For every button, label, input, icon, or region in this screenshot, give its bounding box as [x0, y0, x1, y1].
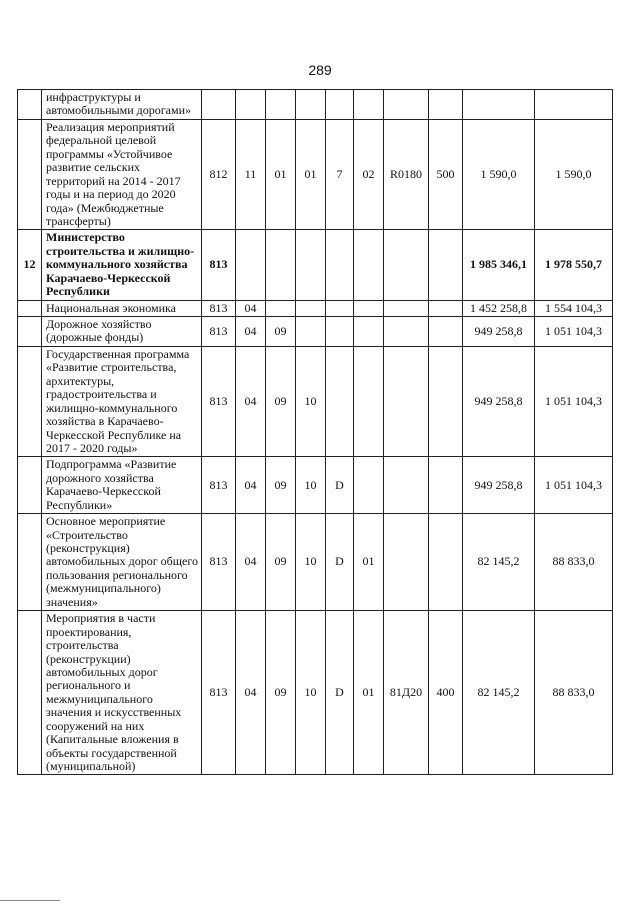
main-event-cell	[354, 300, 384, 316]
subsection-cell	[266, 300, 296, 316]
table-row	[18, 90, 613, 120]
table-body	[18, 90, 613, 775]
expense-type-cell	[429, 230, 463, 300]
row-name-cell: Национальная экономика	[42, 300, 202, 316]
row-name-cell: инфраструктуры и автомобильными дорогами»	[42, 90, 202, 120]
section-cell: 04	[236, 457, 266, 514]
expense-type-cell: 400	[429, 611, 463, 775]
table-row	[18, 317, 613, 347]
subsection-cell	[266, 230, 296, 300]
section-cell: 04	[236, 300, 266, 316]
row-name-cell: Реализация мероприятий федеральной целевой программы «Устойчивое развитие сельских территорий на 2014 - 2017 годы и на период до 2020 года» (Межбюджетные трансферты)	[42, 119, 202, 230]
main-event-cell	[354, 457, 384, 514]
direction-cell	[384, 514, 429, 611]
table-row	[18, 230, 613, 300]
table-row	[18, 457, 613, 514]
direction-cell	[384, 457, 429, 514]
subsection-cell	[266, 90, 296, 120]
amount-2020-cell: 88 833,0	[535, 611, 613, 775]
admin-code-cell: 813	[202, 230, 236, 300]
row-number-cell: 12	[18, 230, 42, 300]
table-row	[18, 119, 613, 230]
direction-cell	[384, 317, 429, 347]
admin-code-cell: 813	[202, 346, 236, 457]
admin-code-cell: 813	[202, 514, 236, 611]
main-event-cell	[354, 90, 384, 120]
section-cell: 04	[236, 317, 266, 347]
program-cell: 10	[296, 514, 326, 611]
subprogram-cell	[326, 300, 354, 316]
table-row	[18, 300, 613, 316]
subsection-cell: 09	[266, 514, 296, 611]
program-cell	[296, 300, 326, 316]
direction-cell	[384, 346, 429, 457]
table-row	[18, 514, 613, 611]
amount-2020-cell: 1 051 104,3	[535, 346, 613, 457]
expense-type-cell: 500	[429, 119, 463, 230]
subsection-cell: 09	[266, 346, 296, 457]
main-event-cell: 02	[354, 119, 384, 230]
amount-2019-cell	[463, 90, 535, 120]
table-row	[18, 346, 613, 457]
amount-2019-cell: 949 258,8	[463, 317, 535, 347]
subsection-cell: 09	[266, 611, 296, 775]
page-number: 289	[308, 62, 332, 78]
row-number-cell	[18, 611, 42, 775]
program-cell: 10	[296, 457, 326, 514]
row-name-cell: Основное мероприятие «Строительство (реконструкция) автомобильных дорог общего пользования регионального (межмуниципального) значения»	[42, 514, 202, 611]
section-cell	[236, 230, 266, 300]
row-name-cell: Подпрограмма «Развитие дорожного хозяйства Карачаево-Черкесской Республики»	[42, 457, 202, 514]
program-cell: 10	[296, 346, 326, 457]
expense-type-cell	[429, 300, 463, 316]
amount-2020-cell: 1 554 104,3	[535, 300, 613, 316]
admin-code-cell	[202, 90, 236, 120]
program-cell	[296, 317, 326, 347]
main-event-cell: 01	[354, 611, 384, 775]
amount-2020-cell: 1 590,0	[535, 119, 613, 230]
subprogram-cell: D	[326, 457, 354, 514]
section-cell: 11	[236, 119, 266, 230]
program-cell	[296, 230, 326, 300]
amount-2019-cell: 82 145,2	[463, 611, 535, 775]
amount-2019-cell: 1 452 258,8	[463, 300, 535, 316]
row-number-cell	[18, 317, 42, 347]
admin-code-cell: 813	[202, 317, 236, 347]
row-name-cell: Государственная программа «Развитие строительства, архитектуры, градостроительства и жилищно-коммунального хозяйства в Карачаево-Черкесской Республике на 2017 - 2020 годы»	[42, 346, 202, 457]
expense-type-cell	[429, 317, 463, 347]
admin-code-cell: 813	[202, 457, 236, 514]
direction-cell	[384, 300, 429, 316]
subprogram-cell	[326, 230, 354, 300]
expense-type-cell	[429, 457, 463, 514]
table-row	[18, 611, 613, 775]
amount-2020-cell	[535, 90, 613, 120]
section-cell: 04	[236, 514, 266, 611]
subsection-cell: 09	[266, 457, 296, 514]
amount-2019-cell: 1 985 346,1	[463, 230, 535, 300]
main-event-cell	[354, 230, 384, 300]
row-name-cell: Министерство строительства и жилищно-коммунального хозяйства Карачаево-Черкесской Республики	[42, 230, 202, 300]
program-cell	[296, 90, 326, 120]
expense-type-cell	[429, 346, 463, 457]
main-event-cell	[354, 346, 384, 457]
direction-cell: 81Д20	[384, 611, 429, 775]
direction-cell: R0180	[384, 119, 429, 230]
main-event-cell: 01	[354, 514, 384, 611]
amount-2020-cell: 88 833,0	[535, 514, 613, 611]
direction-cell	[384, 90, 429, 120]
row-number-cell	[18, 514, 42, 611]
main-event-cell	[354, 317, 384, 347]
subprogram-cell	[326, 317, 354, 347]
expense-type-cell	[429, 514, 463, 611]
admin-code-cell: 813	[202, 611, 236, 775]
subprogram-cell: D	[326, 514, 354, 611]
expense-type-cell	[429, 90, 463, 120]
row-number-cell	[18, 119, 42, 230]
direction-cell	[384, 230, 429, 300]
subprogram-cell	[326, 90, 354, 120]
subprogram-cell	[326, 346, 354, 457]
amount-2019-cell: 1 590,0	[463, 119, 535, 230]
row-number-cell	[18, 346, 42, 457]
amount-2020-cell: 1 051 104,3	[535, 317, 613, 347]
subsection-cell: 01	[266, 119, 296, 230]
amount-2019-cell: 949 258,8	[463, 346, 535, 457]
admin-code-cell: 812	[202, 119, 236, 230]
section-cell	[236, 90, 266, 120]
section-cell: 04	[236, 611, 266, 775]
row-number-cell	[18, 90, 42, 120]
row-number-cell	[18, 300, 42, 316]
subsection-cell: 09	[266, 317, 296, 347]
row-name-cell: Дорожное хозяйство (дорожные фонды)	[42, 317, 202, 347]
subprogram-cell: 7	[326, 119, 354, 230]
program-cell: 10	[296, 611, 326, 775]
amount-2019-cell: 949 258,8	[463, 457, 535, 514]
amount-2020-cell: 1 051 104,3	[535, 457, 613, 514]
amount-2020-cell: 1 978 550,7	[535, 230, 613, 300]
row-name-cell: Мероприятия в части проектирования, строительства (реконструкции) автомобильных дорог регионального и межмуниципального значения и искусственных сооружений на них (Капитальные вложения в объекты государственной (муниципальной)	[42, 611, 202, 775]
program-cell: 01	[296, 119, 326, 230]
budget-table	[17, 89, 613, 775]
section-cell: 04	[236, 346, 266, 457]
amount-2019-cell: 82 145,2	[463, 514, 535, 611]
scan-edge-line	[0, 900, 60, 901]
subprogram-cell: D	[326, 611, 354, 775]
admin-code-cell: 813	[202, 300, 236, 316]
row-number-cell	[18, 457, 42, 514]
